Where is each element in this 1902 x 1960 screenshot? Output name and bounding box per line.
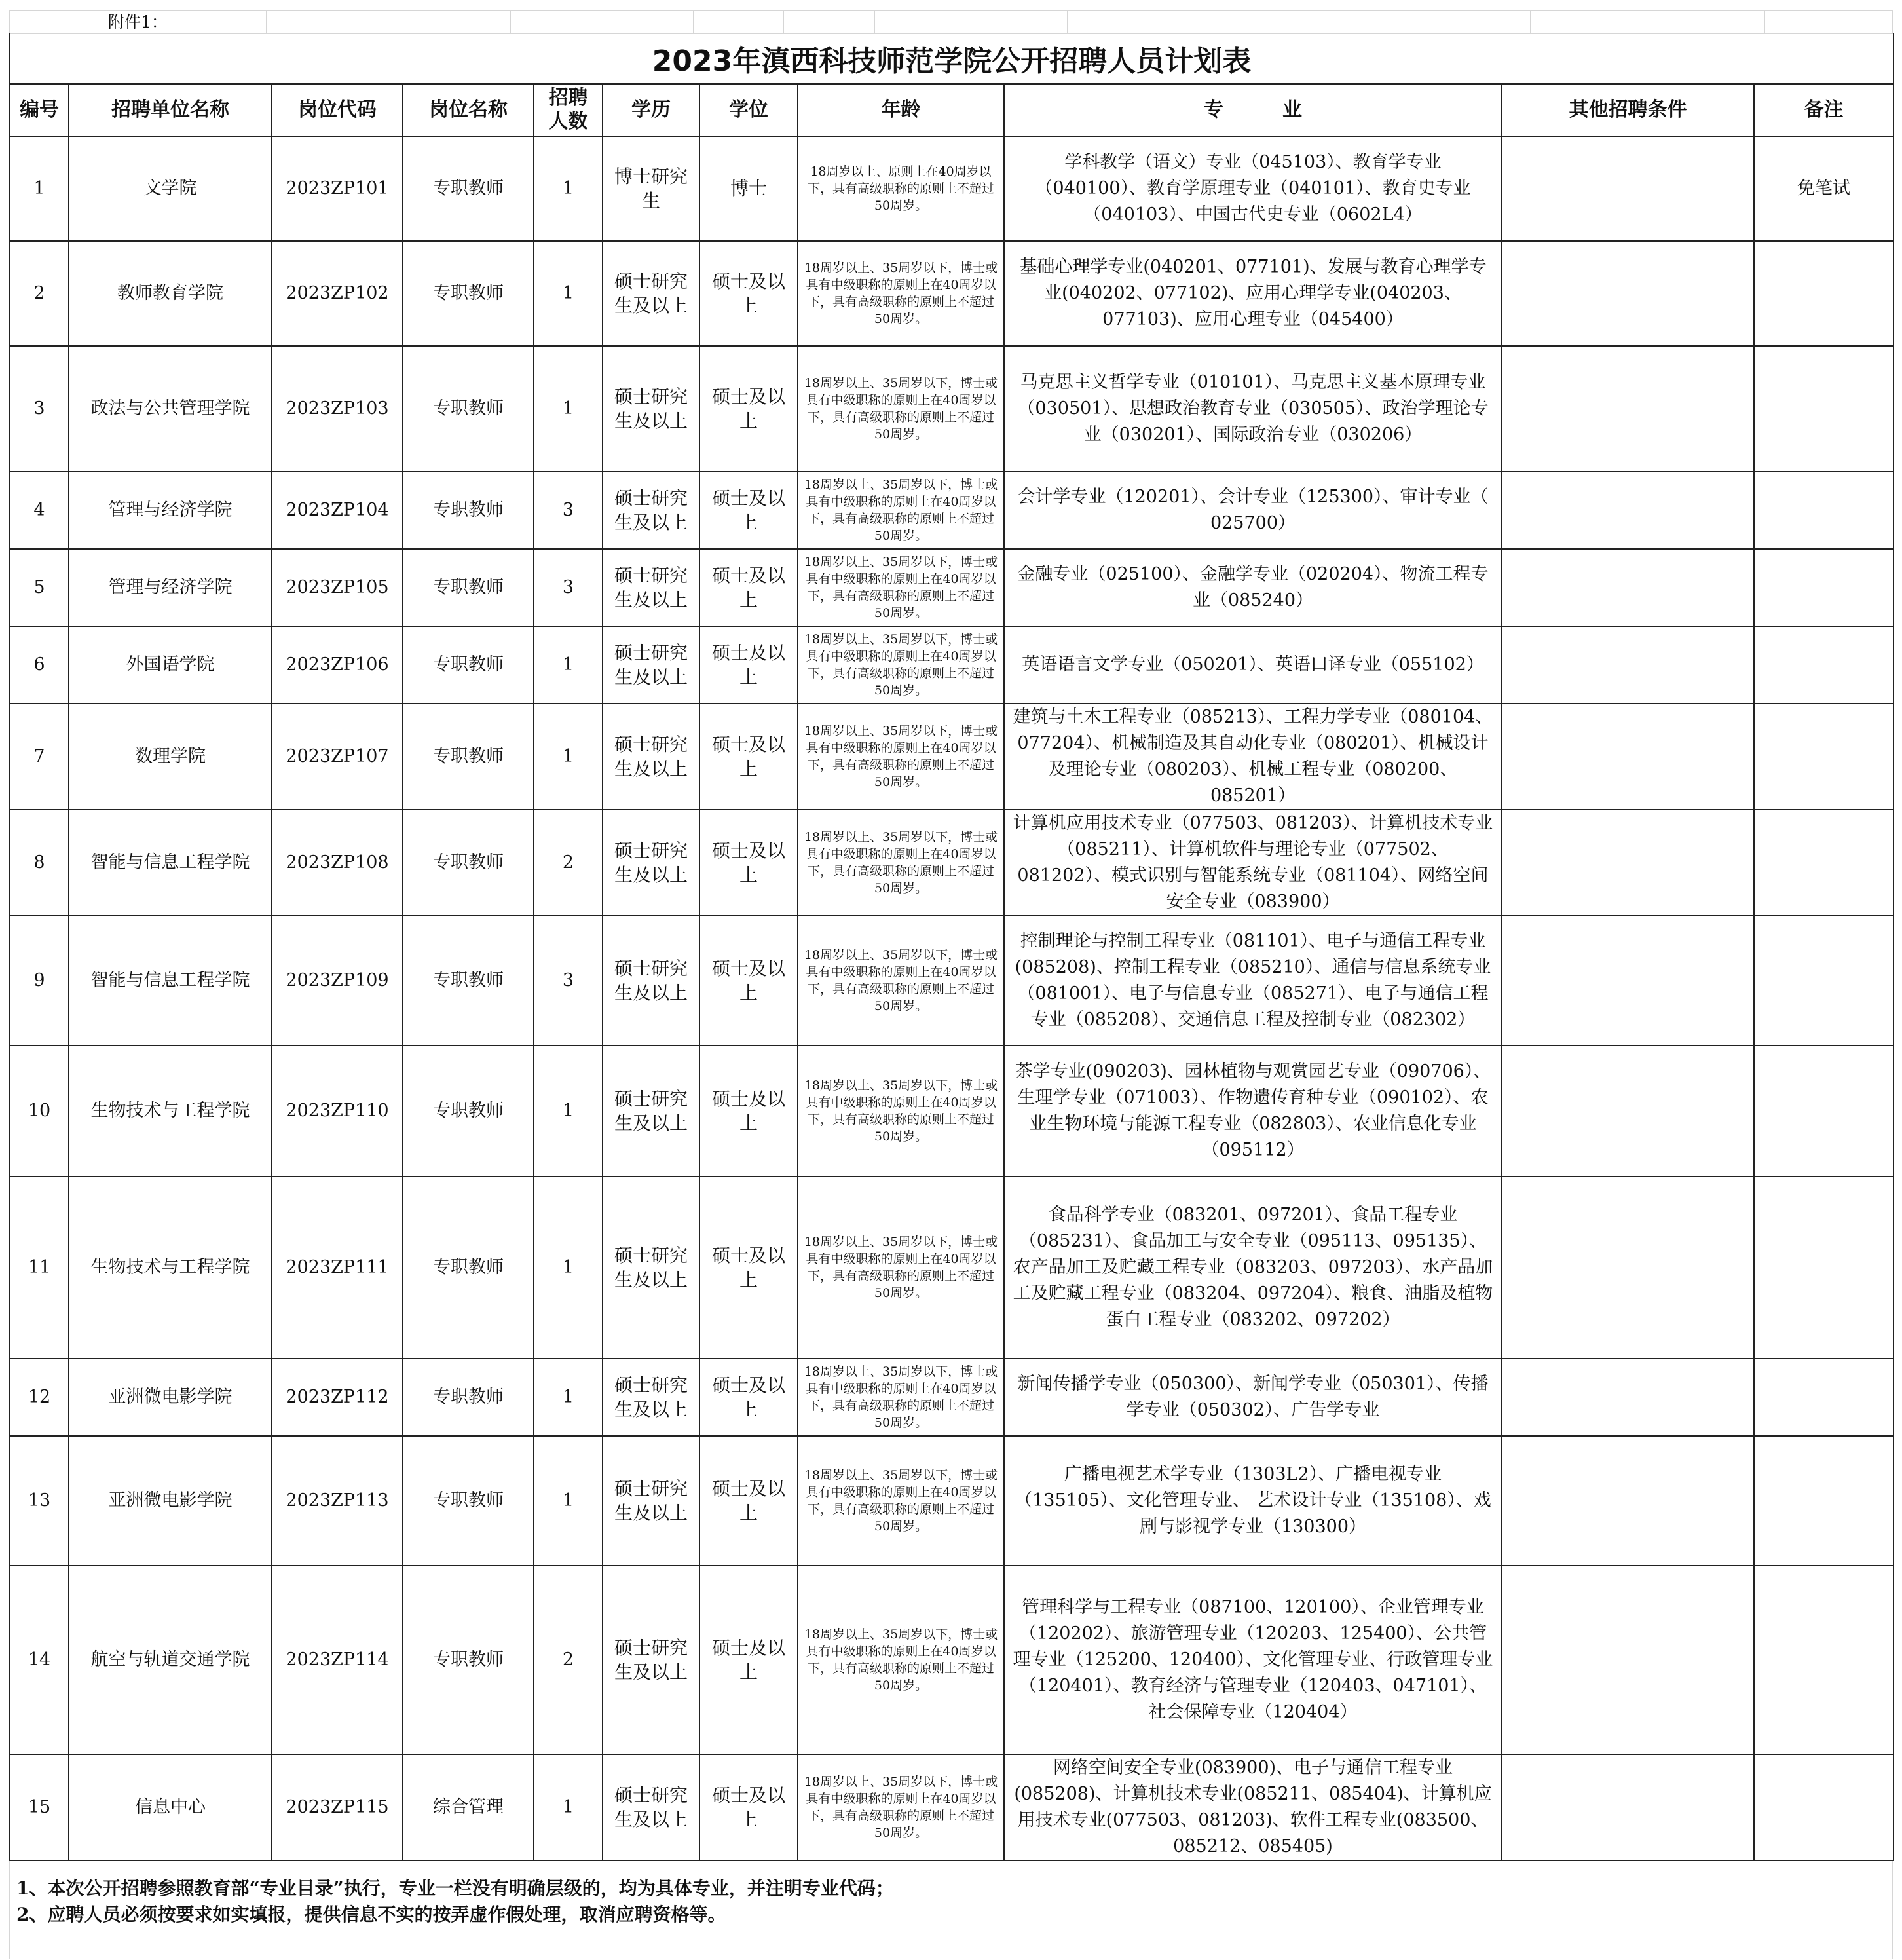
cell-degree: 硕士及以上 xyxy=(699,916,798,1046)
cell-count: 3 xyxy=(534,472,603,549)
header-count: 招聘人数 xyxy=(534,84,603,136)
cell-post: 专职教师 xyxy=(403,472,534,549)
cell-edu: 博士研究生 xyxy=(603,136,699,241)
cell-code: 2023ZP101 xyxy=(272,136,403,241)
cell-code: 2023ZP108 xyxy=(272,810,403,916)
cell-edu: 硕士研究生及以上 xyxy=(603,1177,699,1359)
cell-code: 2023ZP115 xyxy=(272,1754,403,1860)
cell-unit: 智能与信息工程学院 xyxy=(69,810,272,916)
cell-no: 13 xyxy=(10,1436,69,1566)
footnote-1: 1、本次公开招聘参照教育部“专业目录”执行，专业一栏没有明确层级的，均为具体专业，并注明专业代码； xyxy=(16,1877,894,1899)
cell-major: 茶学专业(090203)、园林植物与观赏园艺专业（090706）、生理学专业（071003）、作物遗传育种专业（090102）、农业生物环境与能源工程专业（082803）、农业信息化专业（095112） xyxy=(1004,1046,1502,1177)
cell-age: 18周岁以上、35周岁以下，博士或具有中级职称的原则上在40周岁以下，具有高级职称的原则上不超过50周岁。 xyxy=(798,1177,1004,1359)
cell-age: 18周岁以上、35周岁以下，博士或具有中级职称的原则上在40周岁以下，具有高级职称的原则上不超过50周岁。 xyxy=(798,1436,1004,1566)
header-unit: 招聘单位名称 xyxy=(69,84,272,136)
cell-degree: 硕士及以上 xyxy=(699,1046,798,1177)
header-other: 其他招聘条件 xyxy=(1502,84,1754,136)
cell-no: 9 xyxy=(10,916,69,1046)
cell-code: 2023ZP105 xyxy=(272,549,403,626)
cell-count: 2 xyxy=(534,1566,603,1754)
cell-edu: 硕士研究生及以上 xyxy=(603,704,699,810)
cell-count: 1 xyxy=(534,1436,603,1566)
cell-age: 18周岁以上、35周岁以下，博士或具有中级职称的原则上在40周岁以下，具有高级职称的原则上不超过50周岁。 xyxy=(798,549,1004,626)
cell-age: 18周岁以上、35周岁以下，博士或具有中级职称的原则上在40周岁以下，具有高级职称的原则上不超过50周岁。 xyxy=(798,810,1004,916)
table-row xyxy=(10,1754,1893,1860)
cell-major: 管理科学与工程专业（087100、120100）、企业管理专业（120202）、旅游管理专业（120203、125400）、公共管理专业（125200、120400）、文化管理专业、行政管理专业（120401）、教育经济与管理专业（120403、047101）、社会保障专业（120404） xyxy=(1004,1566,1502,1754)
cell-no: 4 xyxy=(10,472,69,549)
cell-edu: 硕士研究生及以上 xyxy=(603,241,699,346)
cell-other xyxy=(1502,136,1754,241)
cell-count: 1 xyxy=(534,704,603,810)
cell-post: 专职教师 xyxy=(403,626,534,704)
cell-count: 1 xyxy=(534,1754,603,1860)
cell-edu: 硕士研究生及以上 xyxy=(603,472,699,549)
cell-major: 网络空间安全专业(083900)、电子与通信工程专业(085208)、计算机技术专业(085211、085404)、计算机应用技术专业(077503、081203)、软件工程专业(083500、085212、085405) xyxy=(1004,1754,1502,1860)
cell-age: 18周岁以上、35周岁以下，博士或具有中级职称的原则上在40周岁以下，具有高级职称的原则上不超过50周岁。 xyxy=(798,1754,1004,1860)
cell-unit: 数理学院 xyxy=(69,704,272,810)
cell-count: 3 xyxy=(534,549,603,626)
cell-other xyxy=(1502,472,1754,549)
cell-major: 基础心理学专业(040201、077101)、发展与教育心理学专业(040202、077102)、应用心理学专业(040203、077103)、应用心理专业（045400） xyxy=(1004,241,1502,346)
cell-no: 11 xyxy=(10,1177,69,1359)
cell-degree: 硕士及以上 xyxy=(699,1436,798,1566)
cell-note xyxy=(1754,346,1893,472)
cell-code: 2023ZP106 xyxy=(272,626,403,704)
cell-note xyxy=(1754,1566,1893,1754)
cell-code: 2023ZP111 xyxy=(272,1177,403,1359)
cell-other xyxy=(1502,1359,1754,1436)
cell-post: 综合管理 xyxy=(403,1754,534,1860)
header-row xyxy=(10,84,1893,136)
cell-unit: 生物技术与工程学院 xyxy=(69,1177,272,1359)
cell-major: 食品科学专业（083201、097201）、食品工程专业（085231）、食品加工与安全专业（095113、095135）、农产品加工及贮藏工程专业（083203、097203）、水产品加工及贮藏工程专业（083204、097204）、粮食、油脂及植物蛋白工程专业（083202、097202） xyxy=(1004,1177,1502,1359)
cell-age: 18周岁以上、35周岁以下，博士或具有中级职称的原则上在40周岁以下，具有高级职称的原则上不超过50周岁。 xyxy=(798,1566,1004,1754)
table-row xyxy=(10,1436,1893,1566)
cell-edu: 硕士研究生及以上 xyxy=(603,549,699,626)
cell-other xyxy=(1502,346,1754,472)
cell-other xyxy=(1502,810,1754,916)
table-row xyxy=(10,704,1893,810)
cell-no: 1 xyxy=(10,136,69,241)
cell-note: 免笔试 xyxy=(1754,136,1893,241)
cell-age: 18周岁以上、35周岁以下，博士或具有中级职称的原则上在40周岁以下，具有高级职称的原则上不超过50周岁。 xyxy=(798,626,1004,704)
header-code: 岗位代码 xyxy=(272,84,403,136)
cell-note xyxy=(1754,1359,1893,1436)
cell-other xyxy=(1502,1436,1754,1566)
cell-degree: 硕士及以上 xyxy=(699,1754,798,1860)
cell-count: 1 xyxy=(534,1177,603,1359)
table-row xyxy=(10,346,1893,472)
header-edu: 学历 xyxy=(603,84,699,136)
cell-major: 金融专业（025100）、金融学专业（020204）、物流工程专业（085240） xyxy=(1004,549,1502,626)
cell-code: 2023ZP102 xyxy=(272,241,403,346)
cell-post: 专职教师 xyxy=(403,241,534,346)
cell-degree: 硕士及以上 xyxy=(699,549,798,626)
cell-unit: 航空与轨道交通学院 xyxy=(69,1566,272,1754)
cell-major: 计算机应用技术专业（077503、081203）、计算机技术专业（085211）、计算机软件与理论专业（077502、081202）、模式识别与智能系统专业（081104）、网络空间安全专业（083900） xyxy=(1004,810,1502,916)
cell-other xyxy=(1502,1046,1754,1177)
cell-major: 英语语言文学专业（050201）、英语口译专业（055102） xyxy=(1004,626,1502,704)
cell-code: 2023ZP107 xyxy=(272,704,403,810)
cell-age: 18周岁以上、35周岁以下，博士或具有中级职称的原则上在40周岁以下，具有高级职称的原则上不超过50周岁。 xyxy=(798,241,1004,346)
cell-code: 2023ZP112 xyxy=(272,1359,403,1436)
cell-note xyxy=(1754,549,1893,626)
cell-age: 18周岁以上、35周岁以下，博士或具有中级职称的原则上在40周岁以下，具有高级职称的原则上不超过50周岁。 xyxy=(798,472,1004,549)
cell-degree: 硕士及以上 xyxy=(699,241,798,346)
cell-age: 18周岁以上、35周岁以下，博士或具有中级职称的原则上在40周岁以下，具有高级职称的原则上不超过50周岁。 xyxy=(798,346,1004,472)
cell-unit: 教师教育学院 xyxy=(69,241,272,346)
cell-unit: 亚洲微电影学院 xyxy=(69,1359,272,1436)
cell-no: 10 xyxy=(10,1046,69,1177)
cell-code: 2023ZP114 xyxy=(272,1566,403,1754)
cell-other xyxy=(1502,549,1754,626)
cell-major: 学科教学（语文）专业（045103）、教育学专业（040100）、教育学原理专业（040101）、教育史专业（040103）、中国古代史专业（0602L4） xyxy=(1004,136,1502,241)
cell-other xyxy=(1502,1177,1754,1359)
cell-note xyxy=(1754,626,1893,704)
cell-unit: 生物技术与工程学院 xyxy=(69,1046,272,1177)
cell-note xyxy=(1754,704,1893,810)
cell-post: 专职教师 xyxy=(403,1046,534,1177)
header-degree: 学位 xyxy=(699,84,798,136)
cell-edu: 硕士研究生及以上 xyxy=(603,1046,699,1177)
cell-code: 2023ZP109 xyxy=(272,916,403,1046)
cell-degree: 硕士及以上 xyxy=(699,1359,798,1436)
cell-note xyxy=(1754,241,1893,346)
cell-no: 2 xyxy=(10,241,69,346)
table-row xyxy=(10,136,1893,241)
cell-degree: 硕士及以上 xyxy=(699,1566,798,1754)
cell-unit: 文学院 xyxy=(69,136,272,241)
cell-degree: 硕士及以上 xyxy=(699,1177,798,1359)
cell-major: 马克思主义哲学专业（010101）、马克思主义基本原理专业（030501）、思想政治教育专业（030505）、政治学理论专业（030201）、国际政治专业（030206） xyxy=(1004,346,1502,472)
cell-note xyxy=(1754,1177,1893,1359)
spreadsheet xyxy=(9,10,1893,1959)
table-row xyxy=(10,810,1893,916)
cell-post: 专职教师 xyxy=(403,136,534,241)
cell-no: 7 xyxy=(10,704,69,810)
cell-code: 2023ZP110 xyxy=(272,1046,403,1177)
cell-unit: 信息中心 xyxy=(69,1754,272,1860)
cell-age: 18周岁以上、35周岁以下，博士或具有中级职称的原则上在40周岁以下，具有高级职称的原则上不超过50周岁。 xyxy=(798,1359,1004,1436)
cell-post: 专职教师 xyxy=(403,1177,534,1359)
table-row xyxy=(10,1566,1893,1754)
cell-other xyxy=(1502,626,1754,704)
table-row xyxy=(10,472,1893,549)
cell-count: 1 xyxy=(534,136,603,241)
cell-code: 2023ZP113 xyxy=(272,1436,403,1566)
cell-post: 专职教师 xyxy=(403,704,534,810)
cell-edu: 硕士研究生及以上 xyxy=(603,626,699,704)
table-row xyxy=(10,549,1893,626)
cell-no: 5 xyxy=(10,549,69,626)
cell-count: 1 xyxy=(534,1046,603,1177)
header-no: 编号 xyxy=(10,84,69,136)
cell-other xyxy=(1502,916,1754,1046)
cell-count: 1 xyxy=(534,626,603,704)
cell-unit: 亚洲微电影学院 xyxy=(69,1436,272,1566)
table-row xyxy=(10,241,1893,346)
cell-no: 14 xyxy=(10,1566,69,1754)
cell-note xyxy=(1754,810,1893,916)
cell-major: 新闻传播学专业（050300）、新闻学专业（050301）、传播学专业（050302）、广告学专业 xyxy=(1004,1359,1502,1436)
header-post: 岗位名称 xyxy=(403,84,534,136)
cell-degree: 硕士及以上 xyxy=(699,472,798,549)
cell-count: 3 xyxy=(534,916,603,1046)
footnotes xyxy=(9,1861,1893,1959)
cell-post: 专职教师 xyxy=(403,916,534,1046)
cell-edu: 硕士研究生及以上 xyxy=(603,346,699,472)
cell-no: 6 xyxy=(10,626,69,704)
cell-degree: 硕士及以上 xyxy=(699,346,798,472)
cell-degree: 硕士及以上 xyxy=(699,704,798,810)
cell-note xyxy=(1754,1046,1893,1177)
cell-count: 1 xyxy=(534,241,603,346)
cell-other xyxy=(1502,704,1754,810)
table-row xyxy=(10,1359,1893,1436)
cell-age: 18周岁以上、原则上在40周岁以下，具有高级职称的原则上不超过50周岁。 xyxy=(798,136,1004,241)
cell-no: 15 xyxy=(10,1754,69,1860)
cell-age: 18周岁以上、35周岁以下，博士或具有中级职称的原则上在40周岁以下，具有高级职称的原则上不超过50周岁。 xyxy=(798,916,1004,1046)
table-row xyxy=(10,1177,1893,1359)
cell-post: 专职教师 xyxy=(403,1566,534,1754)
cell-count: 1 xyxy=(534,346,603,472)
cell-post: 专职教师 xyxy=(403,549,534,626)
cell-note xyxy=(1754,1754,1893,1860)
cell-unit: 管理与经济学院 xyxy=(69,549,272,626)
cell-age: 18周岁以上、35周岁以下，博士或具有中级职称的原则上在40周岁以下，具有高级职称的原则上不超过50周岁。 xyxy=(798,1046,1004,1177)
cell-age: 18周岁以上、35周岁以下，博士或具有中级职称的原则上在40周岁以下，具有高级职称的原则上不超过50周岁。 xyxy=(798,704,1004,810)
cell-major: 广播电视艺术学专业（1303L2）、广播电视专业（135105）、文化管理专业、 艺术设计专业（135108）、戏剧与影视学专业（130300） xyxy=(1004,1436,1502,1566)
header-age: 年龄 xyxy=(798,84,1004,136)
cell-other xyxy=(1502,1566,1754,1754)
table-row xyxy=(10,1046,1893,1177)
header-major: 专 业 xyxy=(1004,84,1502,136)
cell-edu: 硕士研究生及以上 xyxy=(603,1436,699,1566)
cell-post: 专职教师 xyxy=(403,1436,534,1566)
cell-no: 8 xyxy=(10,810,69,916)
cell-major: 建筑与土木工程专业（085213）、工程力学专业（080104、077204）、机械制造及其自动化专业（080201）、机械设计及理论专业（080203）、机械工程专业（080200、085201） xyxy=(1004,704,1502,810)
cell-no: 12 xyxy=(10,1359,69,1436)
cell-edu: 硕士研究生及以上 xyxy=(603,1754,699,1860)
cell-note xyxy=(1754,916,1893,1046)
cell-post: 专职教师 xyxy=(403,1359,534,1436)
cell-edu: 硕士研究生及以上 xyxy=(603,1359,699,1436)
cell-unit: 外国语学院 xyxy=(69,626,272,704)
cell-other xyxy=(1502,241,1754,346)
cell-post: 专职教师 xyxy=(403,810,534,916)
table-row xyxy=(10,626,1893,704)
cell-major: 会计学专业（120201）、会计专业（125300）、审计专业（ 025700） xyxy=(1004,472,1502,549)
cell-edu: 硕士研究生及以上 xyxy=(603,1566,699,1754)
recruitment-table xyxy=(9,33,1894,1861)
cell-no: 3 xyxy=(10,346,69,472)
cell-note xyxy=(1754,472,1893,549)
cell-edu: 硕士研究生及以上 xyxy=(603,916,699,1046)
cell-degree: 硕士及以上 xyxy=(699,626,798,704)
cell-degree: 博士 xyxy=(699,136,798,241)
cell-code: 2023ZP103 xyxy=(272,346,403,472)
table-row xyxy=(10,916,1893,1046)
cell-count: 1 xyxy=(534,1359,603,1436)
cell-unit: 智能与信息工程学院 xyxy=(69,916,272,1046)
cell-edu: 硕士研究生及以上 xyxy=(603,810,699,916)
attachment-label: 附件1： xyxy=(10,11,267,33)
cell-degree: 硕士及以上 xyxy=(699,810,798,916)
cell-unit: 管理与经济学院 xyxy=(69,472,272,549)
page-title: 2023年滇西科技师范学院公开招聘人员计划表 xyxy=(10,34,1893,84)
cell-other xyxy=(1502,1754,1754,1860)
cell-unit: 政法与公共管理学院 xyxy=(69,346,272,472)
cell-code: 2023ZP104 xyxy=(272,472,403,549)
cell-note xyxy=(1754,1436,1893,1566)
footnote-2: 2、应聘人员必须按要求如实填报，提供信息不实的按弄虚作假处理，取消应聘资格等。 xyxy=(16,1903,726,1925)
header-note: 备注 xyxy=(1754,84,1893,136)
cell-post: 专职教师 xyxy=(403,346,534,472)
cell-count: 2 xyxy=(534,810,603,916)
attachment-row xyxy=(9,10,1893,33)
cell-major: 控制理论与控制工程专业（081101）、电子与通信工程专业(085208)、控制工程专业（085210）、通信与信息系统专业（081001）、电子与信息专业（085271）、电子与通信工程专业（085208）、交通信息工程及控制专业（082302） xyxy=(1004,916,1502,1046)
